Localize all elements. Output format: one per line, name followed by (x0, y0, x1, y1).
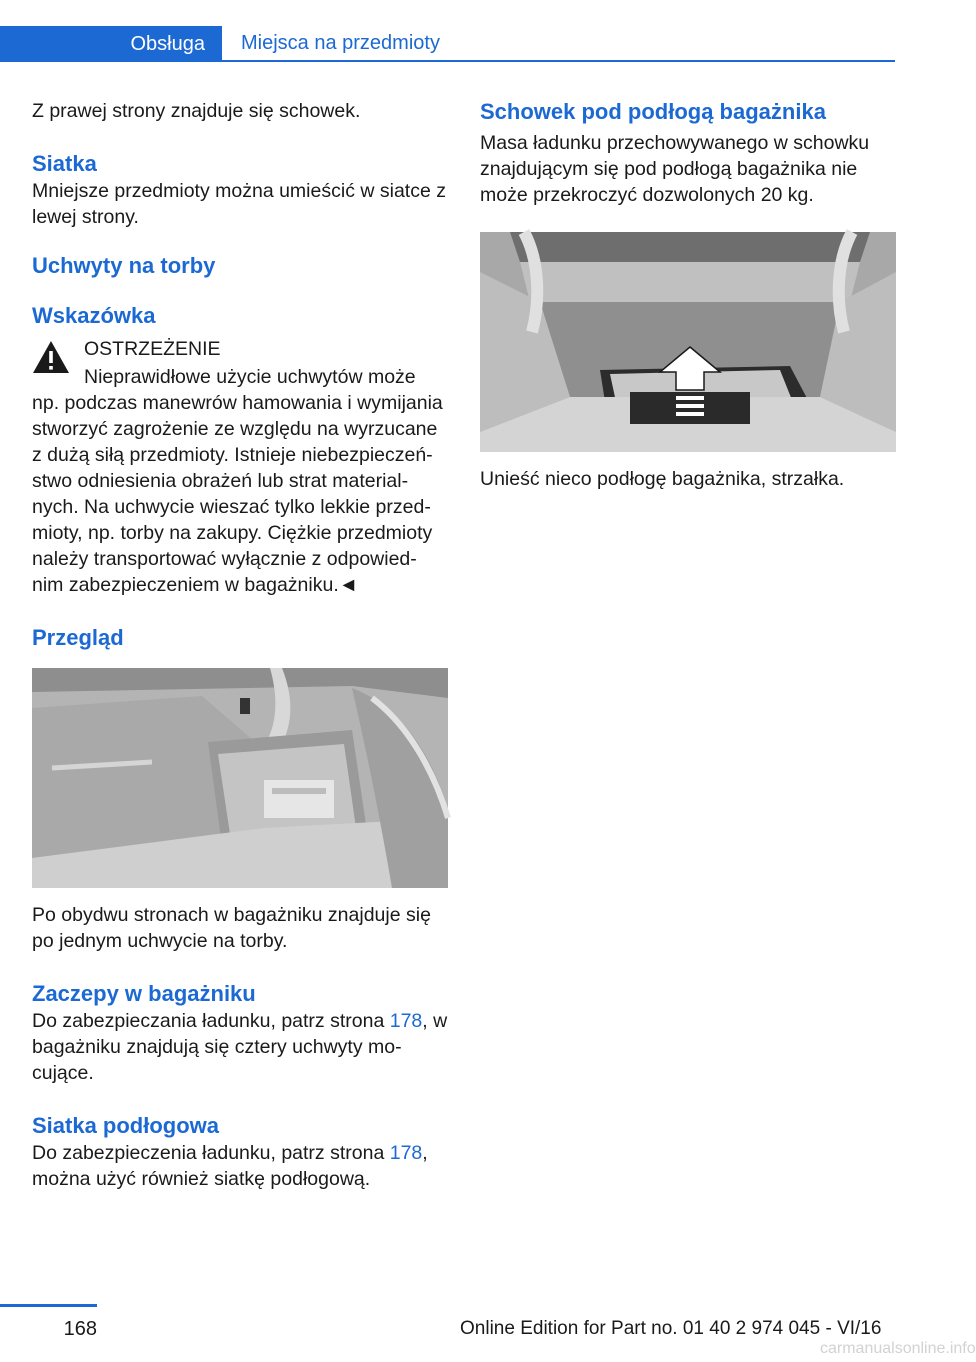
photo-caption: Unieść nieco podłogę bagażnika, strzałka. (480, 468, 845, 490)
page-number: 168 (63, 1318, 97, 1340)
schowek-heading: Schowek pod podłogą bagażnika (480, 99, 826, 124)
warning-block (32, 336, 448, 362)
schowek-text: Masa ładunku przechowywanego w schowku znajdującym się pod podłogą bagażnika nie może przekroczyć dozwolonych 20 kg. (480, 132, 870, 206)
siatka-text: Mniejsze przedmioty można umieścić w siatce z lewej strony. (32, 180, 446, 228)
zaczepy-text: Do zabezpieczania ładunku, patrz strona 178, w bagażniku znajdują się cztery uchwyty mo‐ cujące. (32, 1010, 448, 1084)
page-header (0, 26, 895, 62)
edition-info: Online Edition for Part no. 01 40 2 974 045 - VI/16 (460, 1318, 882, 1339)
wskazowka-heading: Wskazówka (32, 303, 156, 328)
warning-triangle-icon (32, 340, 70, 374)
siatka-heading: Siatka (32, 151, 97, 176)
watermark: carmanualsonline.info (820, 1340, 976, 1357)
uchwyty-heading: Uchwyty na torby (32, 253, 216, 278)
section-tab[interactable]: Miejsca na przedmioty (222, 26, 895, 62)
footer-rule (0, 1304, 97, 1307)
siatka-podlogowa-text: Do zabezpieczenia ładunku, patrz strona 178, można użyć również siatkę podłogową. (32, 1142, 428, 1190)
chapter-tab[interactable]: Obsługa (0, 26, 222, 62)
zaczepy-heading: Zaczepy w bagażniku (32, 981, 256, 1006)
right-column (480, 98, 896, 492)
przeglad-heading: Przegląd (32, 625, 124, 650)
intro-text: Z prawej strony znajduje się schowek. (32, 100, 361, 122)
trunk-side-photo (32, 668, 448, 888)
siatka-podlogowa-heading: Siatka podłogowa (32, 1113, 220, 1138)
warning-text: Nieprawidłowe użycie uchwytów może np. podczas manewrów hamowania i wymijania stworzyć zagrożenie ze względu na wyrzucane z dużą siłą przedmioty. Istnieje niebezpieczeń‐ stwo odniesienia obrażeń lub strat material‐ nych. Na uchwycie wieszać tylko lekkie przed‐ mioty, np. torby na zakupy. Ciężkie przedmioty należy transportować wyłącznie z odpowied‐ nim zabezpieczeniem w bagażniku.◄ (32, 366, 443, 596)
przeglad-caption: Po obydwu stronach w bagażniku znajduje się po jednym uchwycie na torby. (32, 904, 431, 952)
page-link-178[interactable]: 178 (389, 1010, 423, 1032)
trunk-floor-photo (480, 232, 896, 452)
page-link-178-b[interactable]: 178 (389, 1142, 423, 1164)
warning-label: OSTRZEŻENIE (84, 338, 221, 360)
left-column (32, 98, 448, 1192)
